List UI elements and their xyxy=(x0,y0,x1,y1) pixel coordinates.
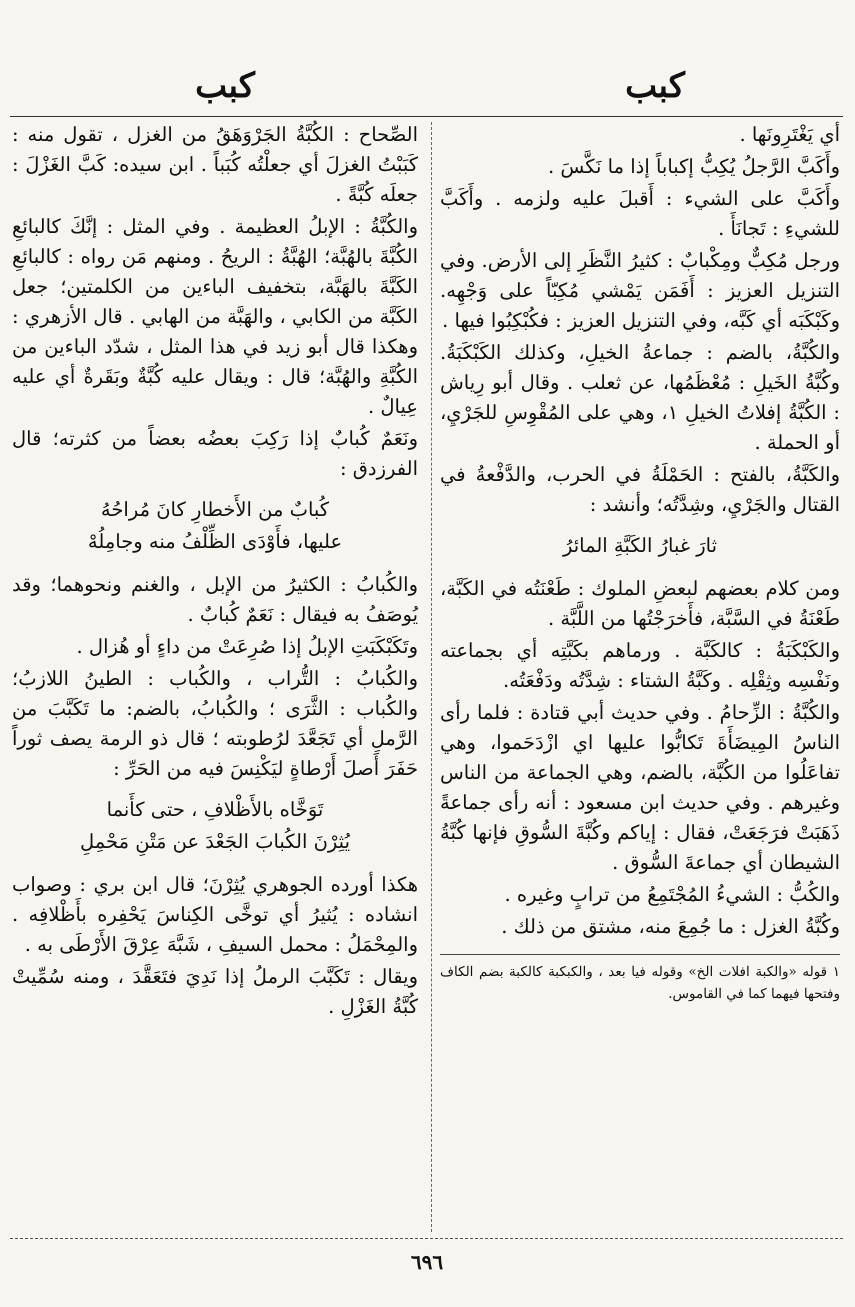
entry-paragraph: وتَكَبْكَبَتِ الإبلُ إذا صُرِعَتْ من داءٍ أو هُزال . xyxy=(76,635,418,658)
entry-paragraph: ومن كلام بعضهم لبعضِ الملوك : طَعْنَتُه في الكَبَّة، طَعْنَةُ في السَّبَّة، فأَخرَجْتُها من اللَّبَّة . xyxy=(440,577,840,630)
entry-paragraph: ورجل مُكِبٌّ ومِكْبابٌ : كثيرُ النَّظَرِ إلى الأرض. وفي التنزيل العزيز : أَفَمَن يَمْشي مُكِبّاً على وَجْهِه. وكَبْكَبَه أي كَبَّه، وفي التنزيل العزيز : فكُبْكِبُوا فيها . xyxy=(440,249,840,332)
verse-couplet xyxy=(12,494,418,558)
verse-couplet xyxy=(12,794,418,858)
entry-paragraph: والكُبابُ : التُّراب ، والكُباب : الطينُ اللازبُ؛ والكُباب : الثَّرَى ؛ والكُبابُ، بالضم: ما تَكَبَّبَ من الرَّملِ أي تَجَعَّدَ لرُطوبته ؛ قال ذو الرمة يصف ثوراً حَفَرَ أَصلَ أَرْطاةٍ ليَكْنِسَ فيه من الحَرِّ : xyxy=(12,667,418,780)
column-divider xyxy=(431,122,432,1232)
header-keyword-right: كبب xyxy=(625,66,685,106)
entry-paragraph: والكُبابُ : الكثيرُ من الإبل ، والغنم ونحوهما؛ وقد يُوصَفُ به فيقال : نَعَمٌ كُبابٌ . xyxy=(12,573,418,626)
entry-paragraph: وأَكَبَّ على الشيء : أَقبلَ عليه ولزمه . وأَكَبَّ للشيءِ : تَجانَأَ . xyxy=(440,187,840,240)
footer-rule xyxy=(10,1238,843,1239)
header-keyword-left: كبب xyxy=(195,66,255,106)
left-column xyxy=(12,120,418,1024)
verse-line: يُثِرْنَ الكُبابَ الجَعْدَ عن مَتْنِ مَحْمِلِ xyxy=(79,830,350,853)
entry-paragraph: ويقال : تَكَبَّبَ الرملُ إذا نَدِيَ فتَعَقَّدَ ، ومنه سُمِّيتْ كُبَّةُ الغَزْلِ . xyxy=(12,965,418,1018)
entry-paragraph: والكُبُّ : الشيءُ المُجْتَمِعُ من ترابٍ وغيره . xyxy=(504,883,840,906)
header-rule xyxy=(10,116,843,117)
entry-paragraph: وكُبَّةُ الغزل : ما جُمِعَ منه، مشتق من ذلك . xyxy=(501,915,840,938)
entry-paragraph: والكُبَّةُ : الزِّحامُ . وفي حديث أبي قتادة : فلما رأى الناسُ المِيضَأَةَ تَكابُّوا عليها اي ازْدَحَموا، وهي تفاعَلُوا من الكُبَّة، بالضم، وهي الجماعة من الناس وغيرهم . وفي حديث ابن مسعود : أنه رأى جماعةً ذَهَبَتْ فرَجَعَتْ، فقال : إياكم وكُبَّةَ السُّوقِ فإنها كُبَّةُ الشيطان أي جماعةَ السُّوق . xyxy=(440,701,840,874)
entry-paragraph: هكذا أورده الجوهري يُثِرْنَ؛ قال ابن بري : وصواب انشاده : يُثيرُ أي توخَّى الكِناسَ يَحْفِره بأَظْلافِه . والمِحْمَلُ : محمل السيفِ ، شَبَّهَ عِرْقَ الأَرْطَى به . xyxy=(12,873,418,956)
entry-paragraph: الصِّحاح : الكُبَّةُ الجَرْوَهَقُ من الغزل ، تقول منه : كَبَبْتُ الغزلَ أي جعلْتُه كُبَباً . ابن سيده: كَبَّ الغَزْلَ : جعلَه كُبَّةً . xyxy=(12,123,418,206)
entry-paragraph: وأَكَبَّ الرَّجلُ يُكِبُّ إكباباً إذا ما نَكَّسَ . xyxy=(548,155,840,178)
entry-paragraph: أي يَغْتَرِونَها . xyxy=(739,123,840,146)
verse-line: ثارَ غبارُ الكَبَّةِ المائرُ xyxy=(562,534,718,557)
footnote: ١ قوله «والكبة افلات الخ» وقوله فيا بعد ، والكبكبة كالكبة بضم الكاف وفتحها فيهما كما في القاموس. xyxy=(440,964,840,1002)
page-number: ٦٩٦ xyxy=(410,1250,444,1274)
verse-line: عليها، فأَوْدَى الظِّلْفُ منه وجامِلُهْ xyxy=(87,530,343,553)
verse-line: تَوَخَّاه بالأَظْلافِ ، حتى كأَنما xyxy=(106,798,324,821)
verse-line: كُبابٌ من الأَخطارِ كانَ مُراحُهُ xyxy=(100,498,330,521)
entry-paragraph: والكَبْكَبَةُ : كالكَبَّة . ورماهم بكَبَّتِه أي بجماعته ونَفْسِه وثِقْلِه . وكَبَّةُ الشتاء : شِدَّتُه ودَفْعَتُه. xyxy=(440,639,840,692)
entry-paragraph: والكُبَّةُ : الإبلُ العظيمة . وفي المثل : إنَّكَ كالبائعِ الكُبَّةَ بالهُبَّة؛ الهُبَّةُ : الريحُ . ومنهم مَن رواه : كالبائعِ الكَبَّةَ بالهَبَّة، بتخفيف الباءين من الكلمتين؛ جعل الكَبَّة من الكابي ، والهَبَّة من الهابي . قال الأزهري : وهكذا قال أبو زيد في هذا المثل ، شدّد الباءين من الكُبَّةِ والهُبَّة؛ قال : ويقال عليه كُبَّةٌ وبَقَرةٌ أي عليه عِيالٌ . xyxy=(12,215,418,418)
entry-paragraph: والكَبَّةُ، بالفتح : الحَمْلَةُ في الحرب، والدَّفْعةُ في القتال والجَرْيِ، وشِدَّتُه؛ وأنشد : xyxy=(440,463,840,516)
right-column xyxy=(440,120,840,1005)
entry-paragraph: ونَعَمٌ كُبابٌ إذا رَكِبَ بعضُه بعضاً من كثرته؛ قال الفرزدق : xyxy=(12,427,418,480)
footnote-separator xyxy=(440,954,840,955)
entry-paragraph: والكُبَّةُ، بالضم : جماعةُ الخيلِ، وكذلك الكَبْكَبَةُ. وكُبَّةُ الخَيلِ : مُعْظَمُها، عن ثعلب . وقال أبو رِياش : الكُبَّةُ إفلاتُ الخيلِ ١، وهي على المُقْوِسِ للجَرْيِ، أو الحملة . xyxy=(440,341,840,454)
